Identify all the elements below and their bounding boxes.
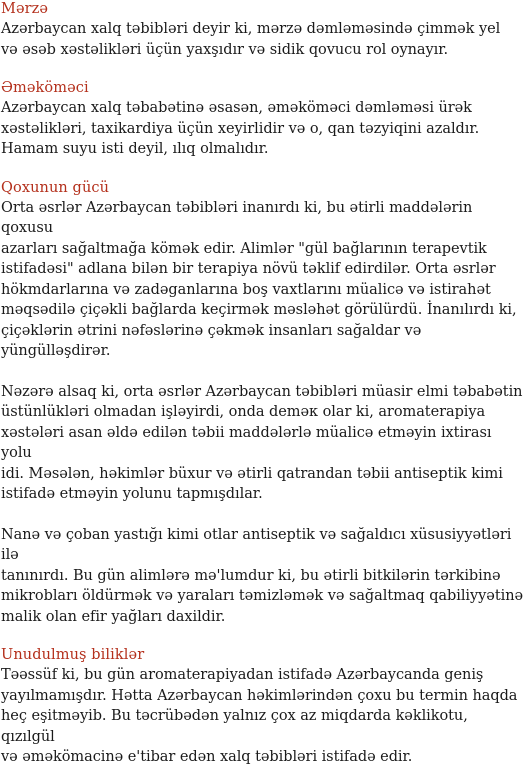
section-qoxunun-gucu [1, 179, 524, 628]
section-unudulmus-bilikler [1, 646, 524, 768]
section-paragraph: Azərbaycan xalq təbabətinə əsasən, əməköməci dəmləməsi ürək xəstəlikləri, taxikardiya üçün xeyirlidir və o, qan təzyiqini azaldır. Hamam suyu isti deyil, ılıq olmalıdır. [1, 100, 480, 157]
section-merze [1, 0, 524, 60]
section-heading: Unudulmuş biliklər [1, 647, 145, 663]
section-heading: Əməköməci [1, 80, 89, 96]
section-paragraph: Orta əsrlər Azərbaycan təbibləri inanırdı ki, bu ətirli maddələrin qoxusu azarları sağaltmağa kömək edir. Alimlər "gül bağlarının terapevtik istifadəsi" adlana bilən bir terapiya növü təklif edirdilər. Orta əsrlər hökmdarlarına və zadəganlarına boş vaxtlarını müalicə və istirahət məqsədilə çiçəkli bağlarda keçirmək məsləhət görülürdü. İnanılırdı ki, çiçəklərin ətrini nəfəslərinə çəkmək insanları sağaldar və yüngülləşdirər. [1, 199, 517, 359]
section-emekomeci [1, 79, 524, 160]
section-heading: Qoxunun gücü [1, 179, 110, 196]
section-heading: Mərzə [1, 1, 49, 17]
section-paragraph: Nəzərə alsaq ki, orta əsrlər Azərbaycan təbibləri müasir elmi təbabətin üstünlükləri olmadan işləyirdi, onda deməк olar ki, aromaterapiya xəstələri asan əldə edilən təbii maddələrlə müalicə etməyin ixtirası yolu idi. Məsələn, həkimlər büxur və ətirli qatrandan təbii antiseptik kimi istifadə etməyin yolunu tapmışdılar. [1, 383, 523, 502]
section-paragraph: Təəssüf ki, bu gün aromaterapiyadan istifadə Azərbaycanda geniş yayılmamışdır. Hətta Azərbaycan həkimlərindən çoxu bu termin haqda heç eşitməyib. Bu təcrübədən yalnız çox az miqdarda kəklikotu, qızılgül və əməkömacinə e'tibar edən xalq təbibləri istifadə edir. [1, 667, 518, 765]
section-paragraph: Azərbaycan xalq təbibləri deyir ki, mərzə dəmləməsində çimmək yel və əsəb xəstəlikləri üçün yaxşıdır və sidik qovucu rol oynayır. [1, 21, 501, 58]
section-paragraph: Nanə və çoban yastığı kimi otlar antiseptik və sağaldıcı xüsusiyyətləri ilə tanınırdı. Bu gün alimlərə mə'lumdur ki, bu ətirli bitkilərin tərkibinə mikrobları öldürmək və yaraları təmizləmək və sağaltmaq qabiliyyətinə malik olan efir yağları daxildir. [1, 526, 524, 625]
